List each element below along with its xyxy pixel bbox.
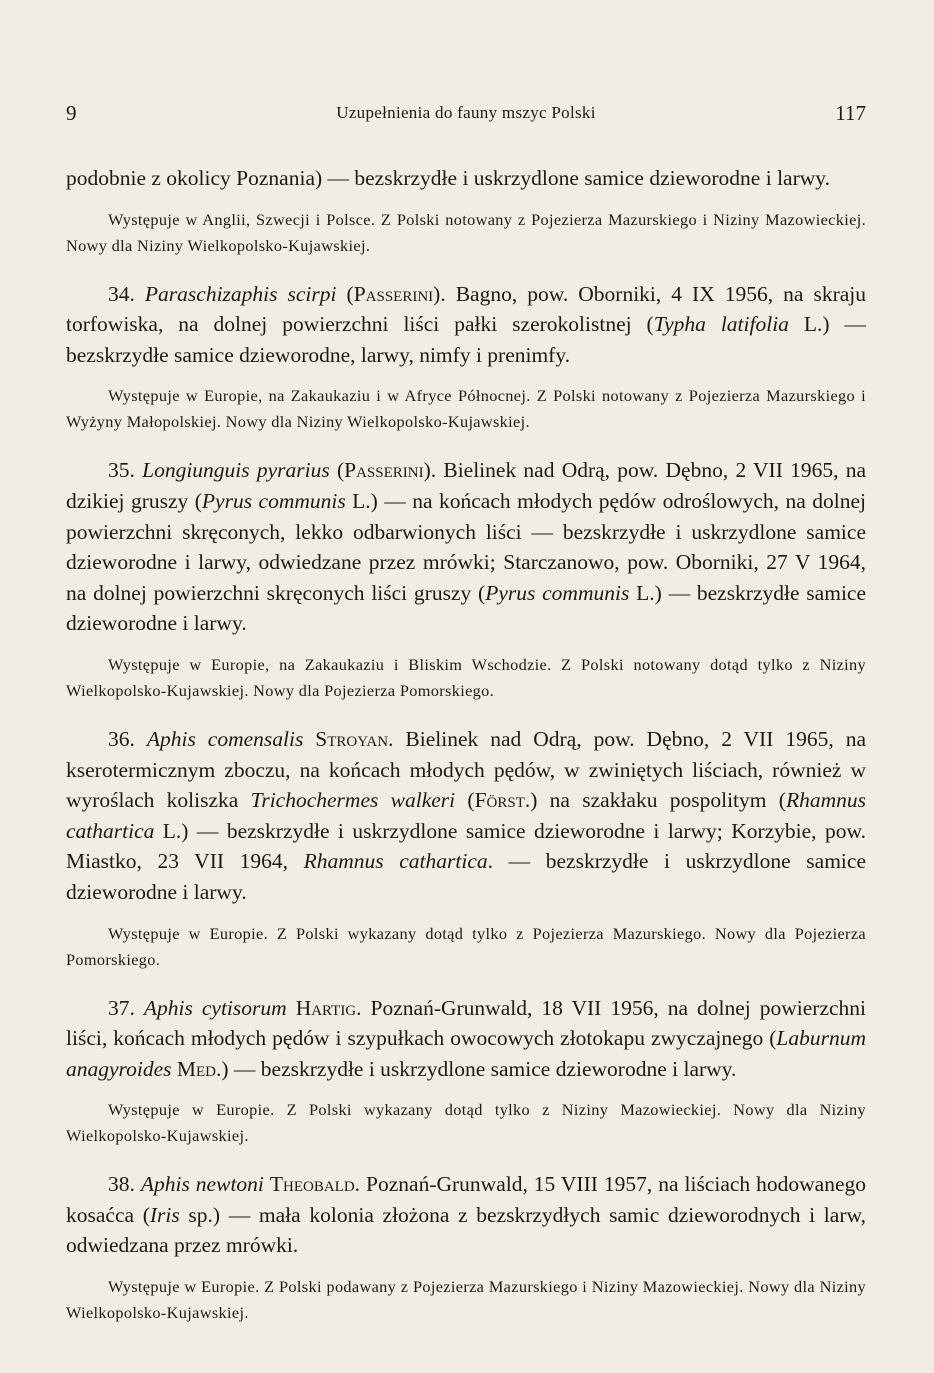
author-name: Passerini [344,458,424,483]
taxon-name: Rhamnus cathartica [66,788,866,843]
text-run: . Poznań-Grunwald, 18 VII 1956, na dolnej powierzchni liści, końcach młodych pędów i szypułkach owocowych złotokapu zwyczajnego ( [66,995,867,1051]
distribution-note: Występuje w Europie, na Zakaukaziu i Bliskim Wschodzie. Z Polski notowany dotąd tylko z Niziny Wielkopolsko-Kujawskiej. Nowy dla Pojezierza Pomorskiego. [66,654,866,700]
author-name: Passerini [353,281,434,306]
taxon-name: Aphis newtoni [140,1172,264,1197]
running-header [66,101,866,131]
text-run: L.) — bezskrzydłe samice dzieworodne, larwy, nimfy i prenimfy. [66,312,867,367]
taxon-name: Pyrus communis [201,488,346,513]
running-title: Uzupełnienia do fauny mszyc Polski [336,103,596,122]
text-run: . Poznań-Grunwald, 15 VIII 1957, na liściach hodowanego kosaćca ( [66,1172,867,1227]
taxon-name: Trichochermes walkeri [250,788,456,813]
text-run: ( [455,788,475,813]
text-run: ). Bagno, pow. Oborniki, 4 IX 1956, na skraju torfowiska, na dolnej powierzchni liści pałki szerokolistnej ( [66,281,867,337]
text-run [287,996,296,1020]
taxon-name: Longiunguis pyrarius [142,458,330,483]
paragraph-continuation [66,163,866,194]
author-name: Stroyan [315,726,389,751]
taxon-name: Pyrus communis [485,580,630,605]
species-entry-36 [66,724,866,908]
taxon-name: Typha latifolia [653,312,789,337]
text-run: L.) — bezskrzydłe i uskrzydlone samice dzieworodne i larwy; Korzybie, pow. Miastko, 23 VII 1964, [66,818,866,874]
author-name: Theobald [269,1172,355,1197]
text-run: .) — bezskrzydłe i uskrzydlone samice dzieworodne i larwy. [216,1056,737,1081]
taxon-name: Iris [149,1202,180,1227]
species-entry-37 [66,993,866,1085]
text-run: ( [336,281,354,306]
text-run: ( [329,458,345,483]
distribution-note: Występuje w Europie. Z Polski podawany z Pojezierza Mazurskiego i Niziny Mazowieckiej. Nowy dla Niziny Wielkopolsko-Kujawskiej. [66,1277,866,1323]
text-run: 35. [108,458,143,483]
author-name: Hartig [295,995,357,1020]
page-number: 117 [835,101,866,125]
header-left-number: 9 [66,101,77,125]
text-run: 34. [108,281,145,306]
author-name: Först [474,788,525,813]
distribution-note: Występuje w Anglii, Szwecji i Polsce. Z Polski notowany z Pojezierza Mazurskiego i Niziny Mazowieckiej. Nowy dla Niziny Wielkopolsko-Kujawskiej. [66,209,866,255]
species-entry-34 [66,279,866,371]
text-run: 37. [108,995,144,1020]
distribution-note: Występuje w Europie, na Zakaukaziu i w Afryce Północnej. Z Polski notowany z Pojezierza Mazurskiego i Wyżyny Małopolskiej. Nowy dla Niziny Wielkopolsko-Kujawskiej. [66,386,866,432]
author-name: Med [176,1056,216,1081]
article-body [66,163,866,1326]
taxon-name: Laburnum anagyroides [66,1026,866,1081]
text-run: .) na szakłaku pospolitym ( [524,788,786,813]
taxon-name: Rhamnus cathartica [303,849,488,874]
text-run: L.) — na końcach młodych pędów odroślowych, na dolnej powierzchni skręconych, lekko odbarwionych liści — bezskrzydłe i uskrzydlone samice dzieworodne i larwy, odwiedzane przez mrówki; Starczanowo, pow. Oborniki, 27 V 1964, na dolnej powierzchni skręconych liści gruszy ( [66,488,866,605]
text-run: L.) — bezskrzydłe samice dzieworodne i larwy. [66,580,866,636]
taxon-name: Aphis cytisorum [143,995,287,1020]
text-run: sp.) — mała kolonia złożona z bezskrzydłych samic dzieworodnych i larw, odwiedzana przez mrówki. [66,1202,866,1258]
text-run: 36. [108,726,147,751]
species-entry-35 [66,455,866,639]
species-entry-38 [66,1169,866,1261]
text-run: podobnie z okolicy Poznania) — bezskrzydłe i uskrzydlone samice dzieworodne i larwy. [66,166,831,190]
taxon-name: Aphis comensalis [146,726,304,751]
text-run: 38. [108,1172,141,1197]
text-run: . — bezskrzydłe i uskrzydlone samice dzieworodne i larwy. [66,849,866,904]
taxon-name: Paraschizaphis scirpi [144,281,337,306]
distribution-note: Występuje w Europie. Z Polski wykazany dotąd tylko z Pojezierza Mazurskiego. Nowy dla Pojezierza Pomorskiego. [66,923,866,969]
text-run: . Bielinek nad Odrą, pow. Dębno, 2 VII 1965, na kserotermicznym zboczu, na końcach młodych pędów, w zwiniętych liściach, również w wyroślach koliszka [66,726,866,813]
text-run: ). Bielinek nad Odrą, pow. Dębno, 2 VII 1965, na dzikiej gruszy ( [66,458,866,513]
text-run [303,727,315,751]
distribution-note: Występuje w Europie. Z Polski wykazany dotąd tylko z Niziny Mazowieckiej. Nowy dla Niziny Wielkopolsko-Kujawskiej. [66,1100,866,1146]
